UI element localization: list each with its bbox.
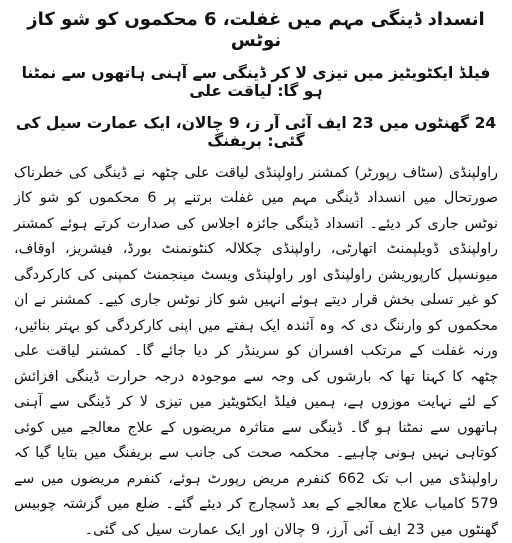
- main-headline: انسداد ڈینگی مہم میں غفلت، 6 محکموں کو شو کاز نوٹس: [27, 9, 485, 51]
- article-body: راولپنڈی (سٹاف رپورٹر) کمشنر راولپنڈی لیاقت علی چٹھہ نے ڈینگی کی خطرناک صورتحال میں انسداد ڈینگی مہم میں غفلت برتنے پر 6 محکموں کو شو کاز نوٹس جاری کر دیئے۔ انسداد ڈینگی جائزہ اجلاس کی صدارت کرتے ہوئے کمشنر راولپنڈی ڈویلپمنٹ اتھارٹی، راولپنڈی چکلالہ کنٹونمنٹ بورڈ، فیشریز، اوقاف، میونسپل کارپوریشن راولپنڈی اور راولپنڈی ویسٹ مینجمنٹ کمپنی کی کارکردگی کو غیر تسلی بخش قرار دیتے ہوئے انہیں شو کاز نوٹس جاری کیے۔ کمشنر نے ان محکموں کو وارننگ دی کہ وہ آئندہ ایک ہفتے میں اپنی کارکردگی کو بہتر بنائیں، ورنہ غفلت کے مرتکب افسران کو سرینڈر کر دیا جائے گا۔ کمشنر لیاقت علی چٹھہ کا کہنا تھا کہ بارشوں کی وجہ سے موجودہ درجہ حرارت ڈینگی افزائش کے لئے نہایت موزوں ہے، ہمیں فیلڈ ایکٹویٹیز میں تیزی لا کر ڈینگی سے آہنی ہاتھوں سے نمٹنا ہو گا۔ ڈینگی سے متاثرہ مریضوں کے علاج معالجے میں کوئی کوتاہی نہیں ہونی چاہیے۔ محکمہ صحت کی جانب سے بریفنگ میں بتایا گیا کہ راولپنڈی میں اب تک 662 کنفرم مریض رپورٹ ہوئے، کنفرم مریضوں میں سے 579 کامیاب علاج معالجے کے بعد ڈسچارج کر دیئے گئے۔ ضلع میں گزشتہ چوبیس گھنٹوں میں 23 ایف آئی آرز، 9 چالان اور ایک عمارت سیل کی گئی۔: [14, 164, 498, 538]
- sub-headline-briefing: 24 گھنٹوں میں 23 ایف آئی آر ز، 9 چالان، ایک عمارت سیل کی گئی: بریفنگ: [15, 114, 497, 150]
- sub-headline-quote: فیلڈ ایکٹویٹیز میں تیزی لا کر ڈینگی سے آہنی ہاتھوں سے نمٹنا ہو گا: لیاقت علی: [21, 64, 491, 101]
